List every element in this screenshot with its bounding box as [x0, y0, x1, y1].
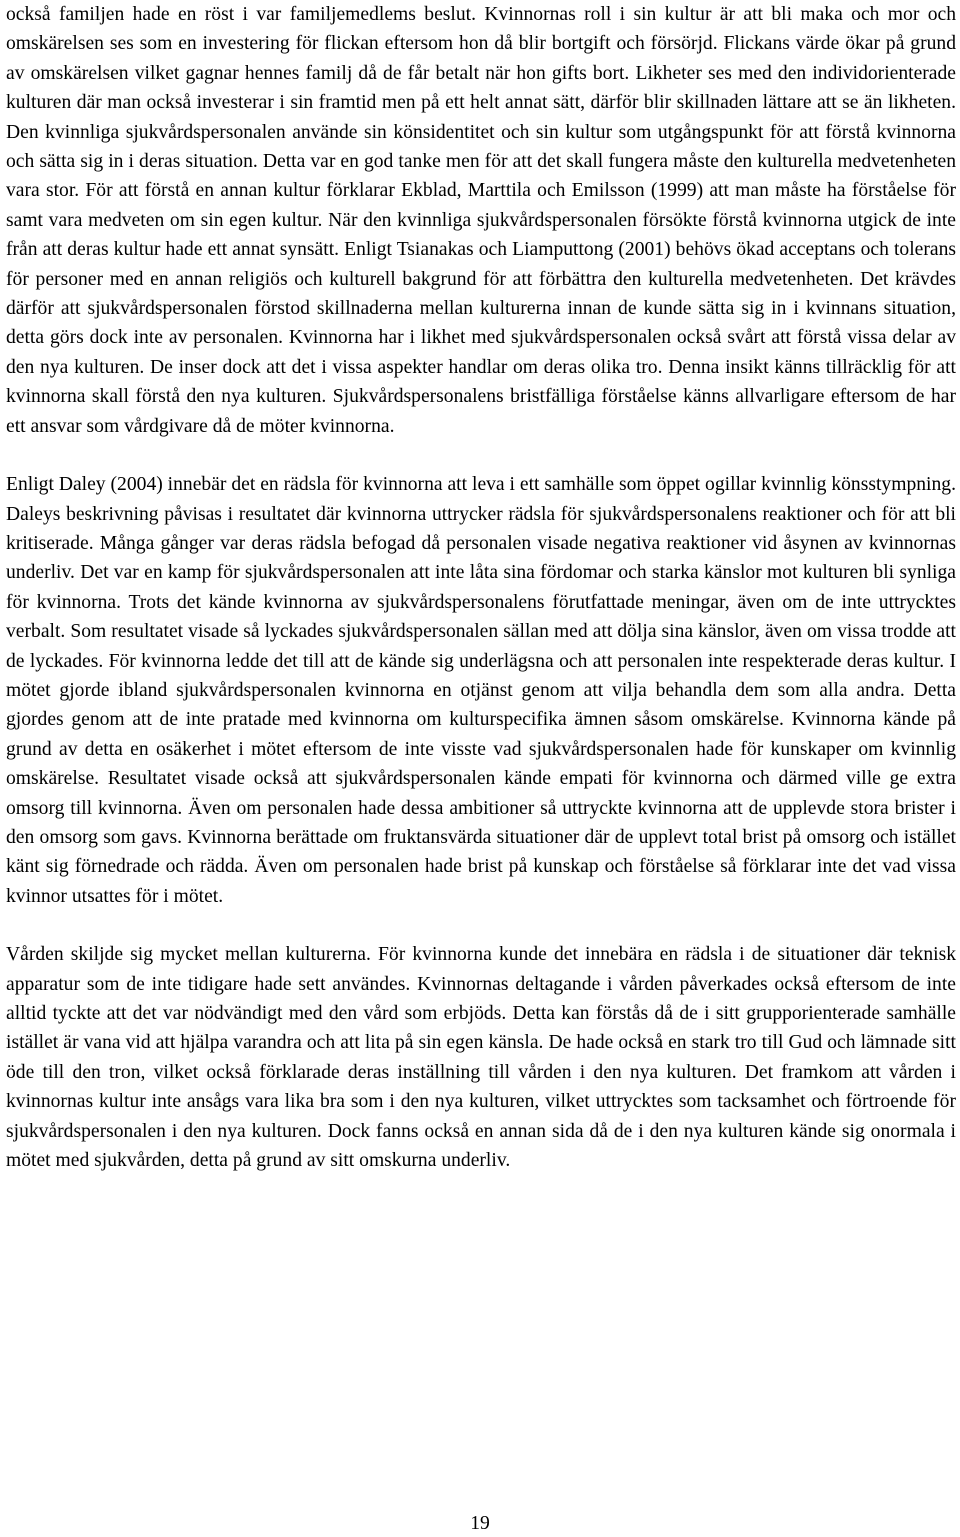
page-number: 19	[470, 1513, 490, 1534]
document-page	[6, 0, 956, 1175]
body-paragraph: också familjen hade en röst i var familjemedlems beslut. Kvinnornas roll i sin kultur är att bli maka och mor och omskärelsen ses som en investering för flickan eftersom hon då blir bortgift och försörjd. Flickans värde ökar på grund av omskärelsen vilket gagnar hennes familj då de får betalt när hon gifts bort. Likheter ses med den individorienterade kulturen där man också investerar i sin framtid men på ett helt annat sätt, därför blir skillnaden lättare att se än likheten. Den kvinnliga sjukvårdspersonalen använde sin könsidentitet och sin kultur som utgångspunkt för att förstå kvinnorna och sätta sig in i deras situation. Detta var en god tanke men för att det skall fungera måste den kulturella medvetenheten vara stor. För att förstå en annan kultur förklarar Ekblad, Marttila och Emilsson (1999) att man måste ha förståelse för samt vara medveten om sin egen kultur. När den kvinnliga sjukvårdspersonalen försökte förstå kvinnorna utgick de inte från att deras kultur hade ett annat synsätt. Enligt Tsianakas och Liamputtong (2001) behövs ökad acceptans och tolerans för personer med en annan religiös och kulturell bakgrund för att förbättra den kulturella medvetenheten. Det krävdes därför att sjukvårdspersonalen förstod skillnaderna mellan kulturerna innan de kunde sätta sig in i kvinnans situation, detta görs dock inte av personalen. Kvinnorna har i likhet med sjukvårdspersonalen också svårt att förstå vissa delar av den nya kulturen. De inser dock att det i vissa aspekter handlar om deras olika tro. Denna insikt känns tillräcklig för att kvinnorna skall förstå den nya kulturen. Sjukvårdspersonalens bristfälliga förståelse känns allvarligare eftersom de har ett ansvar som vårdgivare då de möter kvinnorna.	[6, 4, 956, 437]
body-paragraph: Enligt Daley (2004) innebär det en rädsla för kvinnorna att leva i ett samhälle som öppet ogillar kvinnlig könsstympning. Daleys beskrivning påvisas i resultatet där kvinnorna uttrycker rädsla för sjukvårdspersonalens reaktioner och för att bli kritiserade. Många gånger var deras rädsla befogad då personalen visade negativa reaktioner vid åsynen av kvinnornas underliv. Det var en kamp för sjukvårdspersonalen att inte låta sina fördomar och starka känslor mot kulturen bli synliga för kvinnorna. Trots det kände kvinnorna av sjukvårdspersonalens förutfattade meningar, även om de inte uttrycktes verbalt. Som resultatet visade så lyckades sjukvårdspersonalen sällan med att dölja sina känslor, även om vissa trodde att de lyckades. För kvinnorna ledde det till att de kände sig underlägsna och att personalen inte respekterade deras kultur. I mötet gjorde ibland sjukvårdspersonalen kvinnorna en otjänst genom att vilja behandla dem som alla andra. Detta gjordes genom att de inte pratade med kvinnorna om kulturspecifika ämnen såsom omskärelse. Kvinnorna kände på grund av detta en osäkerhet i mötet eftersom de inte visste vad sjukvårdspersonalen hade för kunskaper om kvinnlig omskärelse. Resultatet visade också att sjukvårdspersonalen kände empati för kvinnorna och därmed ville ge extra omsorg till kvinnorna. Även om personalen hade dessa ambitioner så uttryckte kvinnorna att de upplevde stora brister i den omsorg som gavs. Kvinnorna berättade om fruktansvärda situationer där de upplevt total brist på omsorg och istället känt sig förnedrade och rädda. Även om personalen hade brist på kunskap och förståelse så förklarar inte det vad vissa kvinnor utsattes för i mötet.	[6, 474, 956, 907]
body-paragraph: Vården skiljde sig mycket mellan kulturerna. För kvinnorna kunde det innebära en rädsla i de situationer där teknisk apparatur som de inte tidigare hade sett användes. Kvinnornas deltagande i vården påverkades också eftersom de inte alltid tyckte att det var nödvändigt med den vård som erbjöds. Detta kan förstås då de i sitt grupporienterade samhälle istället är vana vid att hjälpa varandra och att lita på sin egen känsla. De hade också en stark tro till Gud och lämnade sitt öde till den tron, vilket också förklarade deras inställning till vården i den nya kulturen. Det framkom att vården i kvinnornas kultur inte ansågs vara lika bra som i den nya kulturen, vilket uttrycktes som tacksamhet och förtroende för sjukvårdspersonalen i den nya kulturen. Dock fanns också en annan sida då de i den nya kulturen kände sig onormala i mötet med sjukvården, detta på grund av sitt omskurna underliv.	[6, 944, 956, 1172]
